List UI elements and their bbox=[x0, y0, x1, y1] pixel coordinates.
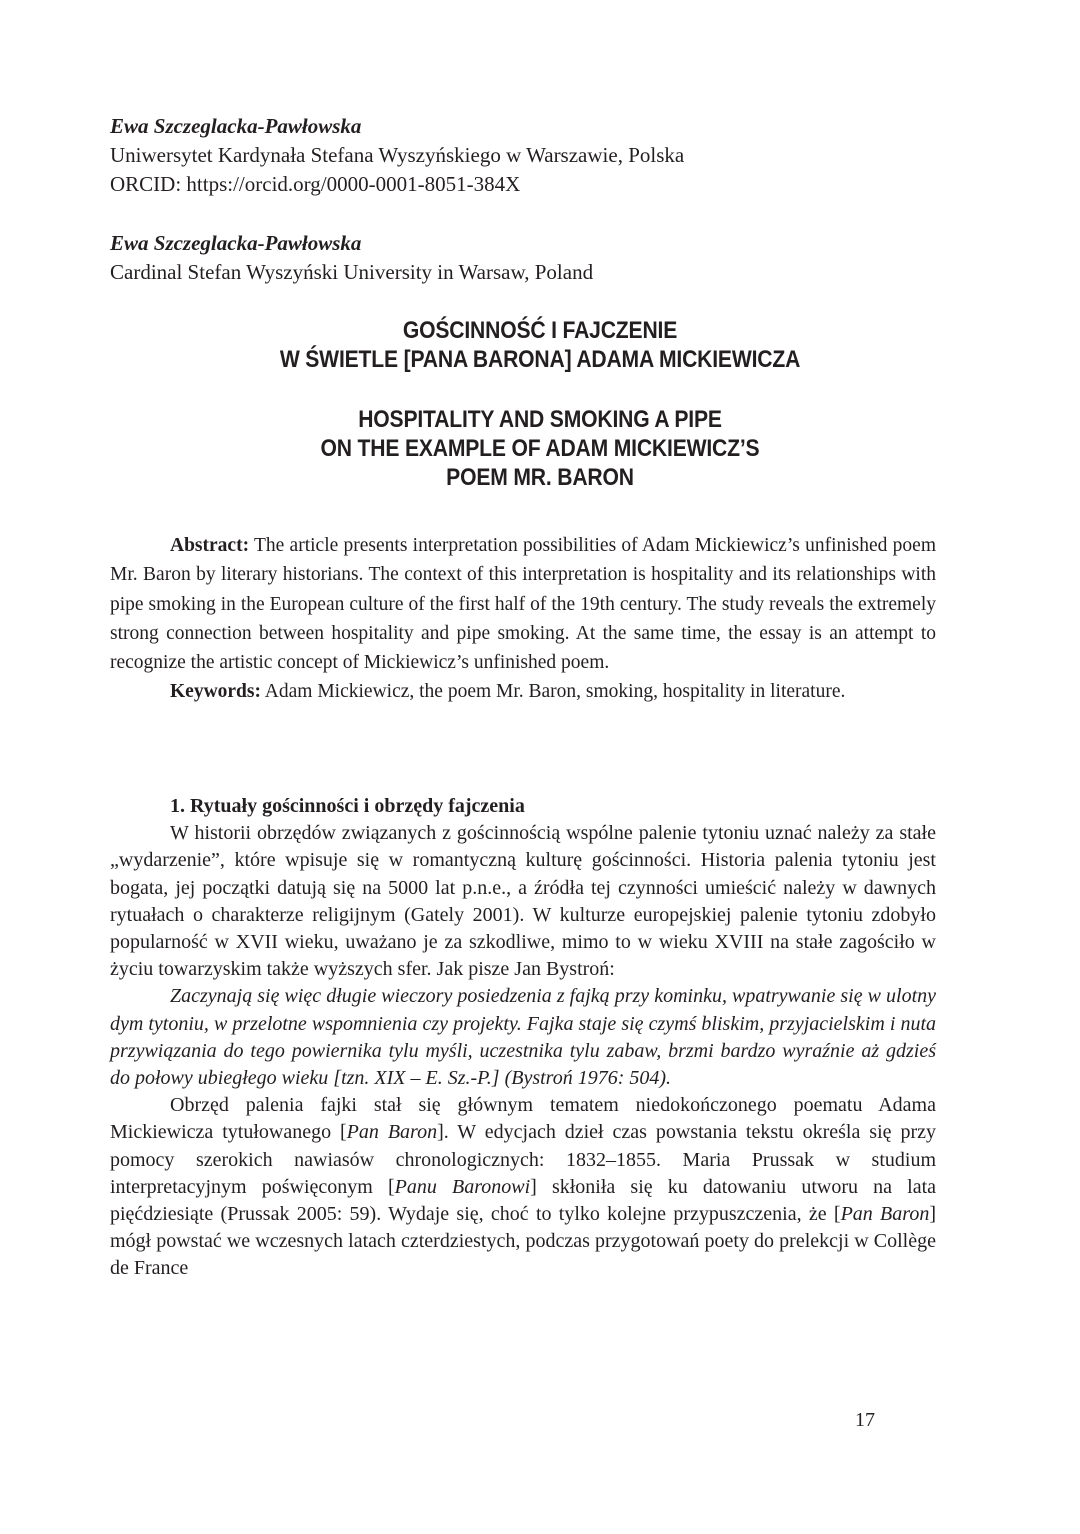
title-english bbox=[162, 405, 919, 492]
text-run: ]. W edycjach dzieł czas powstania tekstu określa się przy pomocy szerokich nawiasów chronologicznych: 1832–1855. Maria Prussak w studium interpretacyjnym poświęconym [ bbox=[110, 1121, 936, 1198]
author-block-polish bbox=[110, 112, 970, 199]
author-affiliation: Cardinal Stefan Wyszyński University in Warsaw, Poland bbox=[110, 260, 594, 284]
section-1 bbox=[110, 793, 936, 1283]
section-heading: 1. Rytuały gościnności i obrzędy fajczenia bbox=[170, 795, 525, 817]
title-line: HOSPITALITY AND SMOKING A PIPE bbox=[358, 406, 722, 433]
abstract-block bbox=[110, 531, 936, 707]
author-name: Ewa Szczeglacka-Pawłowska bbox=[110, 231, 362, 255]
italic-title: Pan Baron bbox=[346, 1121, 438, 1144]
title-line: POEM MR. BARON bbox=[446, 464, 634, 491]
author-orcid: ORCID: https://orcid.org/0000-0001-8051-384X bbox=[110, 172, 521, 196]
text-run: ] skłoniła się ku datowaniu utworu na lata pięćdziesiąte (Prussak 2005: 59). Wydaje się, choć to tylko kolejne przypuszczenia, że [ bbox=[110, 1175, 937, 1226]
body-paragraph bbox=[110, 1092, 936, 1282]
keywords-text: Adam Mickiewicz, the poem Mr. Baron, smoking, hospitality in literature. bbox=[261, 681, 846, 703]
title-line: W ŚWIETLE [PANA BARONA] ADAMA MICKIEWICZA bbox=[279, 346, 801, 373]
keywords-label: Keywords: bbox=[170, 681, 261, 703]
abstract-text: The article presents interpretation possibilities of Adam Mickiewicz’s unfinished poem Mr. Baron by literary historians. The context of this interpretation is hospitality and its relationships with pipe smoking in the European culture of the first half of the 19th century. The study reveals the extremely strong connection between hospitality and pipe smoking. At the same time, the essay is an attempt to recognize the artistic concept of Mickiewicz’s unfinished poem. bbox=[110, 535, 936, 674]
title-line: GOŚCINNOŚĆ I FAJCZENIE bbox=[402, 317, 678, 344]
author-block-english bbox=[110, 229, 970, 287]
title-line: ON THE EXAMPLE OF ADAM MICKIEWICZ’S bbox=[320, 435, 760, 462]
italic-title: Pan Baron bbox=[840, 1203, 930, 1226]
text-run: Obrzęd palenia fajki stał się głównym tematem niedokończonego poematu Adama Mickiewicza tytułowanego [ bbox=[110, 1094, 936, 1144]
italic-title: Panu Baronowi bbox=[394, 1175, 531, 1198]
abstract-paragraph bbox=[110, 531, 936, 677]
body-paragraph: W historii obrzędów związanych z gościnnością wspólne palenie tytoniu uznać należy za stałe „wydarzenie”, które wpisuje się w romantyczną kulturę gościnności. Historia palenia tytoniu jest bogata, jej początki datują się na 5000 lat p.n.e., a źródła tej czynności umieścić należy w dawnych rytuałach o charakterze religijnym (Gately 2001). W kulturze europejskiej palenie tytoniu zdobyło popularność w XVII wieku, uważano je za szkodliwe, mimo to w wieku XVIII na stałe zagościło w życiu towarzyskim także wyższych sfer. Jak pisze Jan Bystroń: bbox=[110, 822, 936, 981]
abstract-label: Abstract: bbox=[170, 535, 250, 556]
author-name: Ewa Szczeglacka-Pawłowska bbox=[110, 114, 362, 138]
text-run: ] mógł powstać we wczesnych latach czterdziestych, podczas przygotowań poety do prelekcji w Collège de France bbox=[110, 1203, 936, 1280]
author-affiliation: Uniwersytet Kardynała Stefana Wyszyńskiego w Warszawie, Polska bbox=[110, 143, 685, 167]
block-quote: Zaczynają się więc długie wieczory posiedzenia z fajką przy kominku, wpatrywanie się w ulotny dym tytoniu, w przelotne wspomnienia czy projekty. Fajka staje się czymś bliskim, przyjacielskim i nuta przywiązania do tego powiernika tylu myśli, uczestnika tylu zabaw, brzmi bardzo wyraźnie aż gdzieś do połowy ubiegłego wieku [tzn. XIX – E. Sz.-P.] (Bystroń 1976: 504). bbox=[110, 985, 936, 1090]
page-number: 17 bbox=[855, 1409, 875, 1431]
keywords-paragraph bbox=[110, 677, 936, 706]
title-polish bbox=[162, 316, 919, 374]
